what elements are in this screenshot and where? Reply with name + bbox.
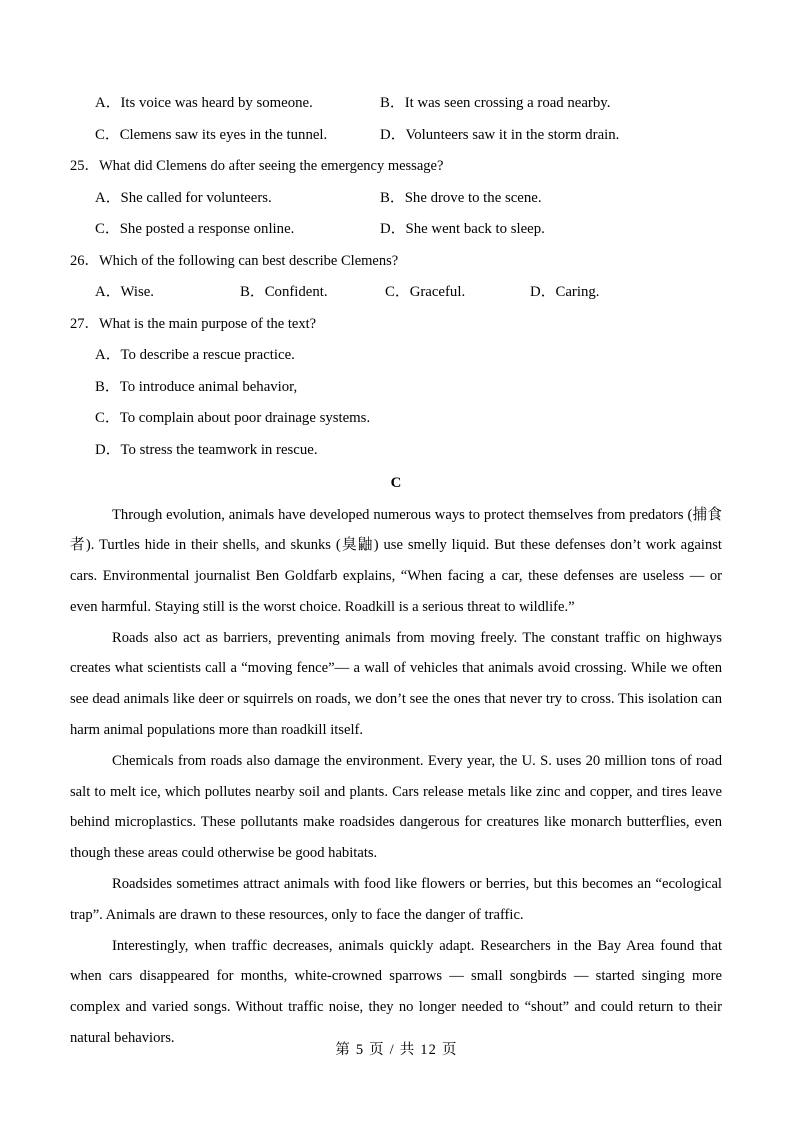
option-text: Wise. <box>120 284 155 300</box>
option-text: She drove to the scene. <box>404 189 542 206</box>
option-a <box>70 183 355 215</box>
question-number: 25． <box>70 158 99 174</box>
option-letter: C <box>385 284 395 300</box>
option-letter: B <box>95 378 105 395</box>
options-row <box>70 403 722 435</box>
option-text: Volunteers saw it in the storm drain. <box>405 126 620 143</box>
option-separator: ． <box>104 126 120 143</box>
option-c <box>70 403 722 435</box>
question-27 <box>70 309 722 341</box>
option-separator: ． <box>394 284 410 300</box>
option-text: To introduce animal behavior, <box>119 378 298 395</box>
option-b <box>70 372 722 404</box>
option-text: She posted a response online. <box>119 221 295 237</box>
option-b <box>355 88 640 120</box>
option-letter: B <box>380 95 390 111</box>
passage-paragraph-1: Through evolution, animals have developed numerous ways to protect themselves from predators (捕食者). Turtles hide in their shells, and skunks (臭鼬) use smelly liquid. But these defenses don’t work against cars. Environmental journalist Ben Goldfarb explains, “When facing a car, these defenses are useless — or even harmful. Staying still is the worst choice. Roadkill is a serious threat to wildlife.” <box>70 506 722 615</box>
question-stem: What is the main purpose of the text? <box>99 315 317 332</box>
option-c <box>70 214 355 246</box>
option-d <box>70 435 722 467</box>
option-separator: ． <box>390 221 406 237</box>
option-d <box>505 277 650 309</box>
page-footer: 第 5 页 / 共 12 页 <box>335 1042 458 1058</box>
question-25 <box>70 151 722 183</box>
option-letter: D <box>95 441 106 458</box>
option-letter: D <box>530 284 541 300</box>
option-b <box>215 277 360 309</box>
question-number: 26． <box>70 252 99 269</box>
option-letter: D <box>380 126 391 143</box>
option-separator: ． <box>105 347 121 363</box>
option-separator: ． <box>389 95 405 111</box>
option-separator: ． <box>105 441 121 458</box>
question-stem: Which of the following can best describe Clemens? <box>99 252 399 269</box>
question-26 <box>70 246 722 278</box>
option-separator: ． <box>389 189 405 206</box>
passage-paragraph-2: Roads also act as barriers, preventing animals from moving freely. The constant traffic on highways creates what scientists call a “moving fence”— a wall of vehicles that animals avoid crossing. While we often see dead animals like deer or squirrels on roads, we don’t see the ones that never try to cross. This isolation can harm animal populations more than roadkill itself. <box>70 629 722 739</box>
option-c <box>70 120 355 152</box>
option-letter: C <box>95 126 105 143</box>
option-separator: ． <box>540 284 556 300</box>
options-row <box>70 277 722 309</box>
option-text: Graceful. <box>409 284 466 300</box>
passage-paragraph-5: Interestingly, when traffic decreases, animals quickly adapt. Researchers in the Bay Area found that when cars disappeared for months, white-crowned sparrows — small songbirds — started singing more complex and varied songs. Without traffic noise, they no longer needed to “shout” and could return to their natural behaviors. <box>70 937 722 1047</box>
option-separator: ． <box>104 378 120 395</box>
options-row <box>70 372 722 404</box>
option-letter: B <box>380 189 390 206</box>
options-row <box>70 214 722 246</box>
option-separator: ． <box>104 410 120 426</box>
page-content <box>70 88 722 1054</box>
option-a <box>70 88 355 120</box>
option-letter: A <box>95 284 106 300</box>
option-letter: A <box>95 347 106 363</box>
option-separator: ． <box>390 126 406 143</box>
option-text: Confident. <box>264 284 328 300</box>
option-text: Caring. <box>555 284 600 300</box>
options-row <box>70 340 722 372</box>
option-text: To describe a rescue practice. <box>120 347 295 363</box>
option-text: It was seen crossing a road nearby. <box>404 95 611 111</box>
option-text: To stress the teamwork in rescue. <box>120 441 318 458</box>
passage-paragraph-3: Chemicals from roads also damage the environment. Every year, the U. S. uses 20 million tons of road salt to melt ice, which pollutes nearby soil and plants. Cars release metals like zinc and copper, and tires leave behind microplastics. These pollutants make roadsides dangerous for creatures like monarch butterflies, even though these areas could otherwise be good habitats. <box>70 752 722 862</box>
option-letter: B <box>240 284 250 300</box>
section-heading-c: C <box>390 475 402 491</box>
option-a <box>70 340 722 372</box>
option-letter: A <box>95 95 106 111</box>
option-text: Its voice was heard by someone. <box>120 95 313 111</box>
option-d <box>355 214 640 246</box>
option-text: To complain about poor drainage systems. <box>119 410 371 426</box>
options-row <box>70 183 722 215</box>
option-b <box>355 183 640 215</box>
option-letter: A <box>95 189 106 206</box>
passage-paragraph-4: Roadsides sometimes attract animals with food like flowers or berries, but this becomes an “ecological trap”. Animals are drawn to these resources, only to face the danger of traffic. <box>70 876 722 923</box>
option-separator: ． <box>105 95 121 111</box>
option-text: She called for volunteers. <box>120 189 272 206</box>
question-number: 27． <box>70 315 99 332</box>
option-separator: ． <box>105 189 121 206</box>
option-text: She went back to sleep. <box>405 221 545 237</box>
options-row <box>70 435 722 467</box>
option-d <box>355 120 640 152</box>
option-letter: D <box>380 221 391 237</box>
option-letter: C <box>95 221 105 237</box>
options-row <box>70 120 722 152</box>
option-a <box>70 277 215 309</box>
option-letter: C <box>95 410 105 426</box>
option-separator: ． <box>105 284 121 300</box>
options-row <box>70 88 722 120</box>
question-stem: What did Clemens do after seeing the emergency message? <box>99 158 444 174</box>
option-text: Clemens saw its eyes in the tunnel. <box>119 126 328 143</box>
option-separator: ． <box>104 221 120 237</box>
option-c <box>360 277 505 309</box>
option-separator: ． <box>249 284 265 300</box>
